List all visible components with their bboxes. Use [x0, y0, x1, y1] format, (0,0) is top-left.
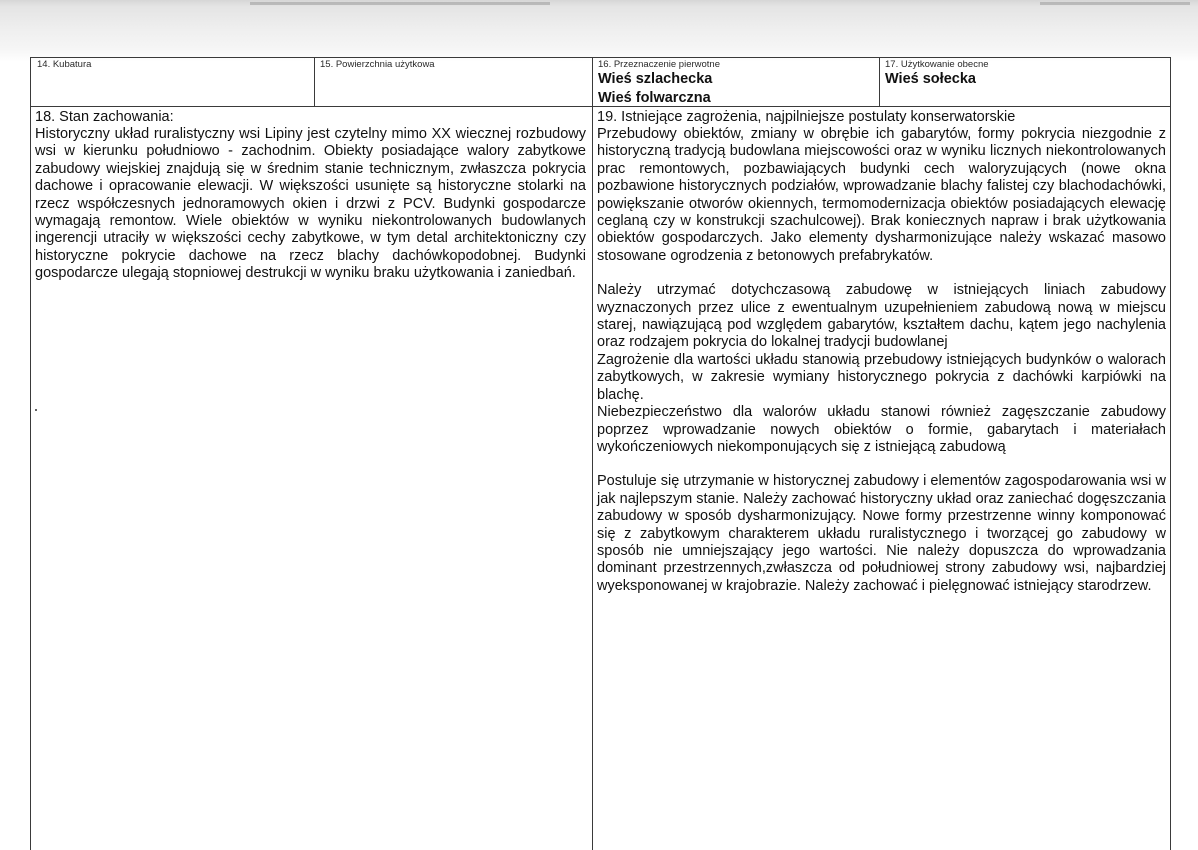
center-divider [592, 57, 593, 850]
preservation-state-text: Historyczny układ ruralistyczny wsi Lipiny jest czytelny mimo XX wiecznej rozbudowy wsi w kierunku południowo - zachodnim. Obiekty posiadające walory zabytkowe zabudowy wiejskiej znajdują się w średnim stanie technicznym, zwłaszcza pokrycia dachowe i opracowanie elewacji. W większości usunięte są historyczne stolarki na rzecz współczesnych jednoramowych okien i drzwi z PCV. Budynki gospodarcze wymagają remontow. Wiele obiektów w wyniku niekontrolowanych budowlanych ingerencji utraciły w większości cechy zabytkowe, w tym detal architektoniczny czy historyczne pokrycie dachowe na rzecz blachy dachówkopodobnej. Budynki gospodarcze ulegają stopniowej destrukcji w wyniku braku użytkowania i zaniedbań. [35, 126, 586, 282]
table-right-border [1170, 57, 1171, 850]
threats-paragraph: Przebudowy obiektów, zmiany w obrębie ich gabarytów, formy pokrycia niezgodnie z historyczną tradycją budowlana miejscowości oraz w wyniku licznych niekontrolowanych prac remontowych, pozbawiających budynki cech waloryzujących (nowe okna pozbawione historycznych podziałów, wprowadzanie blachy falistej czy blachodachówki, powiększanie otworów okiennych, termomodernizacja obiektów posiadających elewację ceglaną czy w konstrukcji szachulcowej). Brak koniecznych napraw i brak użytkowania obiektów gospodarczych. Jako elementy dysharmonizujące należy wskazać masowo stosowane ogrodzenia z betonowych prefabrykatów. [597, 126, 1166, 264]
original-purpose-label: 16. Przeznaczenie pierwotne [598, 59, 720, 70]
original-purpose-value: Wieś folwarczna [598, 90, 711, 106]
current-use-value: Wieś sołecka [885, 71, 976, 87]
table-top-border [30, 57, 1171, 58]
original-purpose-value: Wieś szlachecka [598, 71, 713, 87]
table-left-border [30, 57, 31, 850]
threats-paragraph: Zagrożenie dla wartości układu stanowią przebudowy istniejących budynków o walorach zabytkowych, w zakresie wymiany historycznego pokrycia z dachówki karpiówki na blachę. [597, 351, 1166, 403]
postulates-paragraph: Postuluje się utrzymanie w historycznej zabudowy i elementów zagospodarowania wsi w jak najlepszym stanie. Należy zachować historyczny układ oraz zaniechać dogęszczania zabudowy w sposób dysharmonizujący. Nowe formy przestrzenne winny komponować się z zabytkowym charakterem układu ruralistycznego i tworzącej go zabudowy w sposób nie umniejszający jego wartości. Nie należy dopuszcza do wprowadzania dominant przestrzennych,zwłaszcza od południowej strony zabudowy wsi, najbardziej wyeksponowanej w krajobrazie. Należy zachować i pielęgnować istniejący starodrzew. [597, 473, 1166, 594]
usable-area-label: 15. Powierzchnia użytkowa [320, 59, 435, 70]
threats-text [597, 126, 1166, 595]
cubature-label: 14. Kubatura [37, 59, 92, 70]
preservation-state-heading: 18. Stan zachowania: [35, 109, 174, 125]
current-use-label: 17. Użytkowanie obecne [885, 59, 989, 70]
threats-heading: 19. Istniejące zagrożenia, najpilniejsze postulaty konserwatorskie [597, 109, 1016, 125]
header-divider [314, 57, 315, 107]
guidelines-paragraph: Należy utrzymać dotychczasową zabudowę w istniejących liniach zabudowy wyznaczonych przez ulice z ewentualnym uzupełnieniem zabudową nową w miejscu starej, nawiązującą pod względem gabarytów, kształtem dachu, kątem jego nachylenia oraz rodzajem pokrycia do lokalnej tradycji budowlanej [597, 282, 1166, 351]
header-divider [879, 57, 880, 107]
scan-speck [35, 409, 37, 411]
threats-paragraph: Niebezpieczeństwo dla walorów układu stanowi również zagęszczanie zabudowy poprzez wprowadzanie nowych obiektów o formie, gabarytach i materiałach wykończeniowych niekomponujących się z istniejącą zabudową [597, 404, 1166, 455]
